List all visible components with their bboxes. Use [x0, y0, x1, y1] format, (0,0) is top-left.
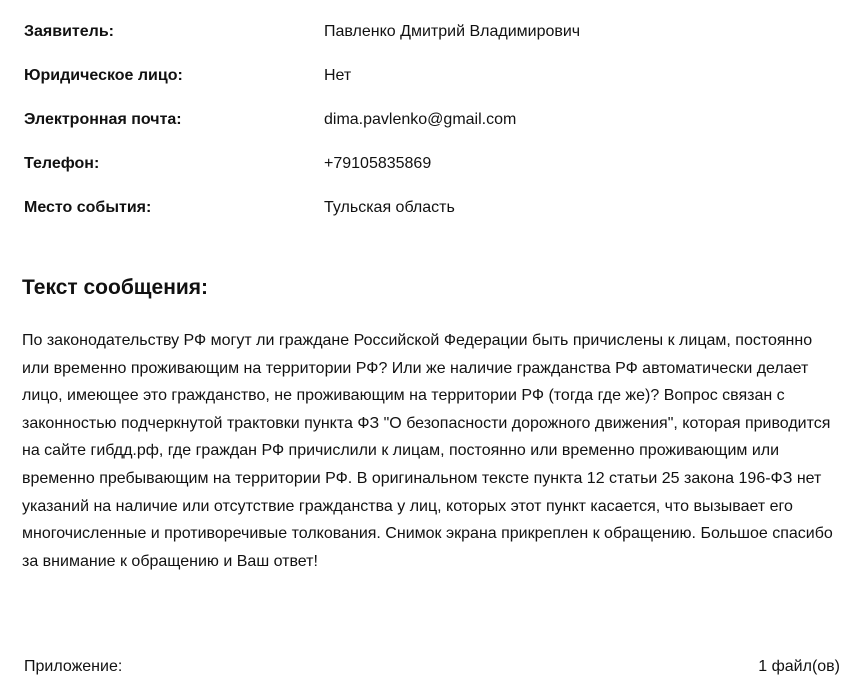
email-row	[24, 98, 824, 142]
message-body: По законодательству РФ могут ли граждане Российской Федерации быть причислены к лицам, постоянно или временно проживающим на территории РФ? Или же наличие гражданства РФ автоматически делает лицо, имеющее это гражданство, не проживающим на территории РФ (тогда где же)? Вопрос связан с законностью подчеркнутой трактовки пункта ФЗ "О безопасности дорожного движения", которая приводится на сайте гибдд.рф, где граждан РФ причислили к лицам, постоянно или временно проживающим или временно пребывающим на территории РФ. В оригинальном тексте пункта 12 статьи 25 закона 196-ФЗ нет указаний на наличие или отсутствие гражданства у лиц, которых этот пункт касается, что вызывает его многочисленные и противоречивые толкования. Снимок экрана прикреплен к обращению. Большое спасибо за внимание к обращению и Ваш ответ!	[22, 332, 833, 570]
attachment-row	[24, 655, 840, 679]
event-location-row	[24, 186, 824, 230]
legal-entity-row	[24, 54, 824, 98]
email-label: Электронная почта:	[24, 111, 182, 128]
applicant-label: Заявитель:	[24, 23, 114, 40]
phone-row	[24, 142, 824, 186]
event-location-label: Место события:	[24, 199, 152, 216]
message-heading: Текст сообщения:	[22, 276, 209, 299]
email-value: dima.pavlenko@gmail.com	[324, 111, 517, 128]
applicant-value: Павленко Дмитрий Владимирович	[324, 23, 581, 40]
event-location-value: Тульская область	[324, 199, 455, 216]
legal-entity-label: Юридическое лицо:	[24, 67, 183, 84]
applicant-row	[24, 10, 824, 54]
attachment-count[interactable]: 1 файл(ов)	[758, 658, 840, 675]
attachment-label: Приложение:	[24, 658, 123, 675]
legal-entity-value: Нет	[324, 67, 352, 84]
applicant-info-table	[24, 10, 824, 230]
phone-value: +79105835869	[324, 155, 432, 172]
phone-label: Телефон:	[24, 155, 100, 172]
